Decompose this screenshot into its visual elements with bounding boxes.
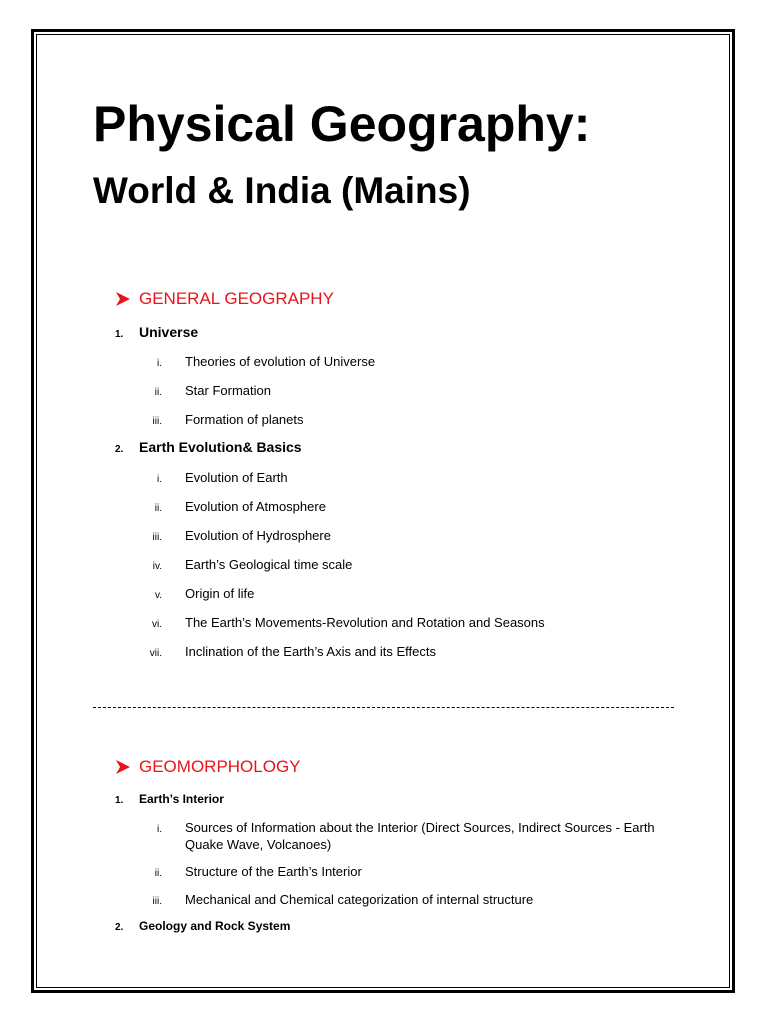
list-item <box>140 411 670 430</box>
list-item-text: Star Formation <box>185 383 271 398</box>
list-item <box>140 643 670 662</box>
topic-label: Earth’s Interior <box>139 792 224 806</box>
list-item-text: Theories of evolution of Universe <box>185 354 376 369</box>
arrowhead-bullet-icon <box>115 759 131 775</box>
list-item <box>140 556 670 575</box>
arrowhead-bullet-icon <box>115 291 131 307</box>
topic-earths-interior <box>115 792 224 806</box>
section-heading-text: GENERAL GEOGRAPHY <box>139 289 334 308</box>
list-item <box>140 469 670 488</box>
list-item <box>140 353 670 372</box>
list-item-text: Evolution of Hydrosphere <box>185 528 331 543</box>
topic-earth-evolution <box>115 439 302 455</box>
section-divider <box>93 707 674 708</box>
topic-label: Earth Evolution& Basics <box>139 439 302 455</box>
list-item-text: Sources of Information about the Interior (Direct Sources, Indirect Sources - Earth Quake Wave, Volcanoes) <box>185 820 655 852</box>
section-heading-geomorphology <box>115 757 301 777</box>
list-item <box>140 891 670 910</box>
list-item-text: Evolution of Earth <box>185 470 288 485</box>
list-item <box>140 614 670 633</box>
topic-label: Universe <box>139 324 199 340</box>
document-title: Physical Geography: <box>93 96 591 152</box>
topic-number: 1. <box>115 329 124 340</box>
topic-number: 2. <box>115 444 124 455</box>
topic-universe <box>115 324 198 340</box>
list-item-text: The Earth’s Movements-Revolution and Rotation and Seasons <box>185 615 545 630</box>
section-heading-text: GEOMORPHOLOGY <box>139 757 301 776</box>
list-item-number: vii. <box>149 648 162 659</box>
list-item <box>140 863 670 882</box>
list-item-number: i. <box>157 358 162 369</box>
topic-number: 1. <box>115 795 124 806</box>
list-item-number: ii. <box>154 868 162 879</box>
topic-geology-rock-system <box>115 919 290 933</box>
list-item-number: iii. <box>152 896 162 907</box>
list-item-text: Formation of planets <box>185 412 304 427</box>
list-item-number: iii. <box>152 532 162 543</box>
list-item-number: ii. <box>154 387 162 398</box>
list-item <box>140 527 670 546</box>
list-item-text: Earth’s Geological time scale <box>185 557 353 572</box>
list-item-number: iv. <box>152 561 162 572</box>
section-heading-general-geography <box>115 289 334 309</box>
list-item-number: v. <box>154 590 162 601</box>
document-subtitle: World & India (Mains) <box>93 170 471 211</box>
list-item-number: vi. <box>152 619 162 630</box>
list-item-number: i. <box>157 824 162 835</box>
topic-number: 2. <box>115 922 124 933</box>
list-item-text: Structure of the Earth’s Interior <box>185 864 362 879</box>
list-item <box>140 585 670 604</box>
list-item-text: Inclination of the Earth’s Axis and its Effects <box>185 644 436 659</box>
list-item-number: i. <box>157 474 162 485</box>
list-item <box>140 498 670 517</box>
list-item <box>140 819 670 853</box>
list-item <box>140 382 670 401</box>
topic-label: Geology and Rock System <box>139 919 291 933</box>
list-item-text: Origin of life <box>185 586 255 601</box>
list-item-text: Mechanical and Chemical categorization of internal structure <box>185 892 534 907</box>
list-item-number: iii. <box>152 416 162 427</box>
list-item-text: Evolution of Atmosphere <box>185 499 326 514</box>
list-item-number: ii. <box>154 503 162 514</box>
